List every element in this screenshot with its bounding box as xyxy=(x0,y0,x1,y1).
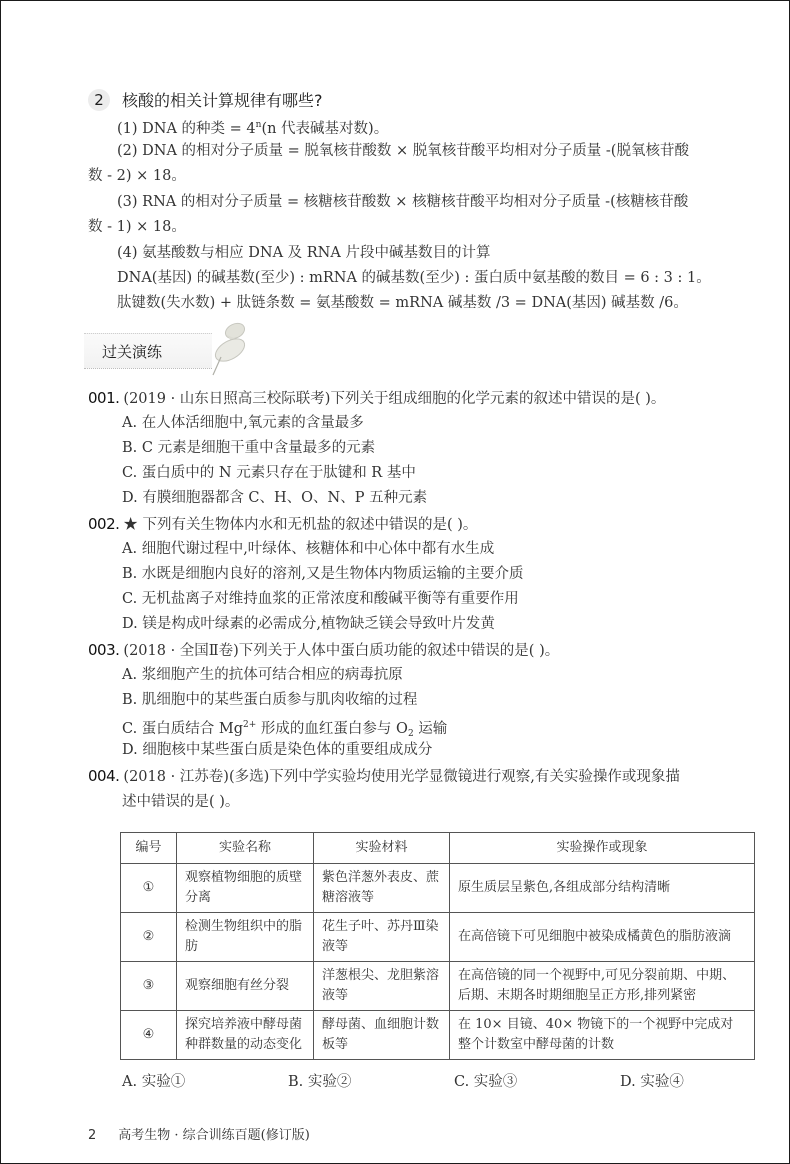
question-number: 003. xyxy=(88,641,120,659)
cell-operation: 在高倍镜下可见细胞中被染成橘黄色的脂肪液滴 xyxy=(450,913,755,962)
header-operation: 实验操作或现象 xyxy=(450,833,755,864)
option-d: D. 细胞核中某些蛋白质是染色体的重要组成成分 xyxy=(122,742,433,758)
section-title: 核酸的相关计算规律有哪些? xyxy=(122,91,323,110)
question-stem: (2018 · 全国Ⅱ卷)下列关于人体中蛋白质功能的叙述中错误的是( )。 xyxy=(123,643,560,659)
cell-material: 酵母菌、血细胞计数板等 xyxy=(314,1011,450,1060)
cell-material: 紫色洋葱外表皮、蔗糖溶液等 xyxy=(314,864,450,913)
cell-operation: 在高倍镜的同一个视野中,可见分裂前期、中期、后期、末期各时期细胞呈正方形,排列紧密 xyxy=(450,962,755,1011)
practice-banner-label: 过关演练 xyxy=(102,343,163,361)
header-name: 实验名称 xyxy=(177,833,314,864)
cell-name: 检测生物组织中的脂肪 xyxy=(177,913,314,962)
option-b: B. C 元素是细胞干重中含量最多的元素 xyxy=(122,440,376,456)
question-number: 002. xyxy=(88,515,120,533)
section-number-badge: 2 xyxy=(88,89,110,111)
header-number: 编号 xyxy=(121,833,177,864)
header-material: 实验材料 xyxy=(314,833,450,864)
option-b: B. 实验② xyxy=(288,1074,352,1090)
rule-2: (2) DNA 的相对分子质量 = 脱氧核苷酸数 × 脱氧核苷酸平均相对分子质量 -(脱氧核苷酸 xyxy=(117,143,689,159)
cell-number: ① xyxy=(121,864,177,913)
option-d: D. 实验④ xyxy=(620,1074,684,1090)
option-b: B. 水既是细胞内良好的溶剂,又是生物体内物质运输的主要介质 xyxy=(122,566,524,582)
option-a: A. 浆细胞产生的抗体可结合相应的病毒抗原 xyxy=(122,667,403,683)
page-number: 2 xyxy=(88,1128,97,1143)
cell-name: 观察细胞有丝分裂 xyxy=(177,962,314,1011)
section-heading xyxy=(88,88,323,111)
option-a: A. 在人体活细胞中,氧元素的含量最多 xyxy=(122,415,364,431)
cell-number: ② xyxy=(121,913,177,962)
table-row xyxy=(121,1011,755,1060)
option-a: A. 细胞代谢过程中,叶绿体、核糖体和中心体中都有水生成 xyxy=(122,541,495,557)
table-row xyxy=(121,962,755,1011)
experiment-table xyxy=(120,832,755,1060)
question-stem: (2019 · 山东日照高三校际联考)下列关于组成细胞的化学元素的叙述中错误的是( )。 xyxy=(123,391,666,407)
question-002 xyxy=(88,514,477,535)
book-title: 高考生物 · 综合训练百题(修订版) xyxy=(118,1128,310,1143)
cell-number: ③ xyxy=(121,962,177,1011)
question-003 xyxy=(88,640,559,661)
table-row xyxy=(121,864,755,913)
option-c: C. 蛋白质结合 $Mg^{2+}$ 形成的血红蛋白参与 $O_2$ 运输 xyxy=(122,720,448,739)
option-c: C. 无机盐离子对维持血浆的正常浓度和酸碱平衡等有重要作用 xyxy=(122,591,519,607)
rule-4-equation: 肽键数(失水数) + 肽链条数 = 氨基酸数 = mRNA 碱基数 /3 = DNA(基因) 碱基数 /6。 xyxy=(117,295,688,311)
question-001 xyxy=(88,388,665,409)
option-c: C. 实验③ xyxy=(454,1074,518,1090)
cell-operation: 在 10× 目镜、40× 物镜下的一个视野中完成对整个计数室中酵母菌的计数 xyxy=(450,1011,755,1060)
table-row xyxy=(121,913,755,962)
cell-material: 洋葱根尖、龙胆紫溶液等 xyxy=(314,962,450,1011)
rule-4-ratio: DNA(基因) 的碱基数(至少) : mRNA 的碱基数(至少) : 蛋白质中氨基酸的数目 = 6 : 3 : 1。 xyxy=(117,270,711,286)
rule-2-cont: 数 - 2) × 18。 xyxy=(88,168,186,184)
rule-4: (4) 氨基酸数与相应 DNA 及 RNA 片段中碱基数目的计算 xyxy=(117,245,491,261)
rule-1: (1) DNA 的种类 = $4^n(n$ 代表碱基对数)。 xyxy=(117,120,389,137)
rule-3-cont: 数 - 1) × 18。 xyxy=(88,219,186,235)
option-a: A. 实验① xyxy=(122,1074,186,1090)
question-number: 004. xyxy=(88,767,120,785)
pushpin-icon xyxy=(205,317,255,377)
question-004 xyxy=(88,766,680,787)
cell-operation: 原生质层呈紫色,各组成部分结构清晰 xyxy=(450,864,755,913)
table-header-row xyxy=(121,833,755,864)
question-number: 001. xyxy=(88,389,120,407)
question-stem: ★ 下列有关生物体内水和无机盐的叙述中错误的是( )。 xyxy=(123,517,478,533)
practice-banner xyxy=(84,333,212,369)
option-b: B. 肌细胞中的某些蛋白质参与肌肉收缩的过程 xyxy=(122,692,418,708)
option-c: C. 蛋白质中的 N 元素只存在于肽键和 R 基中 xyxy=(122,465,416,481)
question-stem-cont: 述中错误的是( )。 xyxy=(122,794,240,810)
cell-number: ④ xyxy=(121,1011,177,1060)
page-footer xyxy=(88,1124,310,1143)
option-d: D. 有膜细胞器都含 C、H、O、N、P 五种元素 xyxy=(122,490,428,506)
rule-3: (3) RNA 的相对分子质量 = 核糖核苷酸数 × 核糖核苷酸平均相对分子质量 -(核糖核苷酸 xyxy=(117,194,689,210)
cell-material: 花生子叶、苏丹Ⅲ染液等 xyxy=(314,913,450,962)
option-d: D. 镁是构成叶绿素的必需成分,植物缺乏镁会导致叶片发黄 xyxy=(122,616,495,632)
cell-name: 观察植物细胞的质壁分离 xyxy=(177,864,314,913)
question-stem: (2018 · 江苏卷)(多选)下列中学实验均使用光学显微镜进行观察,有关实验操作或现象描 xyxy=(123,769,680,785)
cell-name: 探究培养液中酵母菌种群数量的动态变化 xyxy=(177,1011,314,1060)
